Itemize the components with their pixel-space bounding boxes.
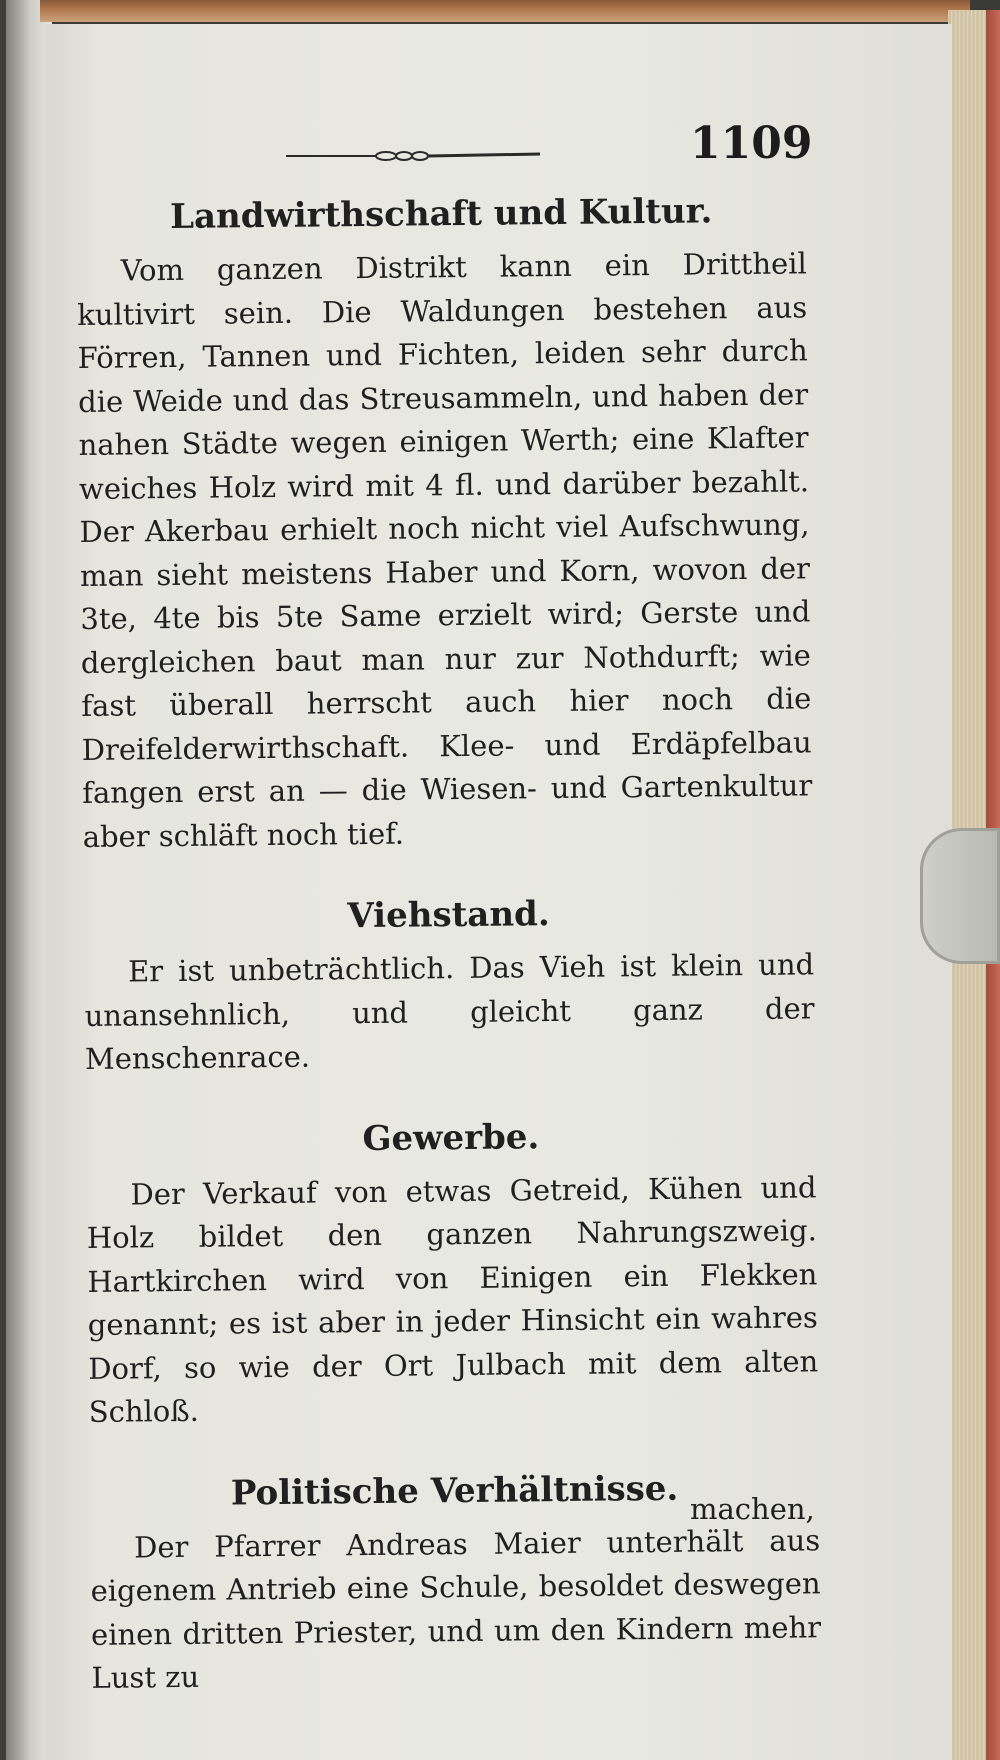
- page-clip: [920, 828, 1000, 964]
- section-heading: Gewerbe.: [362, 1116, 540, 1159]
- section-paragraph: Der Pfarrer Andreas Maier unterhält aus eigenem Antrieb eine Schule, besoldet deswegen einen dritten Priester, und um den Kindern mehr Lust zu: [90, 1522, 822, 1695]
- section-heading: Landwirthschaft und Kultur.: [169, 191, 713, 238]
- ornamental-rule: [286, 150, 540, 162]
- section-heading: Politische Verhältnisse.: [230, 1468, 679, 1513]
- page-text: [76, 188, 822, 1700]
- book-top-edge: [40, 0, 970, 22]
- section-paragraph: Er ist unbeträchtlich. Das Vieh ist klein und unansehnlich, und gleicht ganz der Menschenrace.: [84, 947, 815, 1076]
- catchword: machen,: [690, 1492, 815, 1526]
- section-heading: Viehstand.: [347, 894, 550, 937]
- section-agriculture: [76, 188, 813, 859]
- section-livestock: [83, 889, 815, 1081]
- facing-page-edge: [0, 0, 52, 1760]
- section-paragraph: Der Verkauf von etwas Getreid, Kühen und Holz bildet den ganzen Nahrungszweig. Hartkirchen wird von Einigen ein Flekken genannt; es ist aber in jeder Hinsicht ein wahres Dorf, so wie der Ort Julbach mit dem alten Schloß.: [86, 1169, 819, 1429]
- section-trade: [86, 1112, 819, 1435]
- section-paragraph: Vom ganzen Distrikt kann ein Drittheil kultivirt sein. Die Waldungen bestehen aus Förren, Tannen und Fichten, leiden sehr durch die Weide und das Streusammeln, und haben der nahen Städte wegen einigen Werth; eine Klafter weiches Holz wird mit 4 fl. und darüber bezahlt. Der Akerbau erhielt noch nicht viel Aufschwung, man sieht meistens Haber und Korn, wovon der 3te, 4te bis 5te Same erzielt wird; Gerste und dergleichen baut man nur zur Nothdurft; wie fast überall herrscht auch hier noch die Dreifelderwirthschaft. Klee- und Erdäpfelbau fangen erst an — die Wiesen- und Gartenkultur aber schläft noch tief.: [77, 246, 813, 854]
- page-number: 1109: [690, 118, 813, 169]
- book-gutter: [0, 0, 6, 1760]
